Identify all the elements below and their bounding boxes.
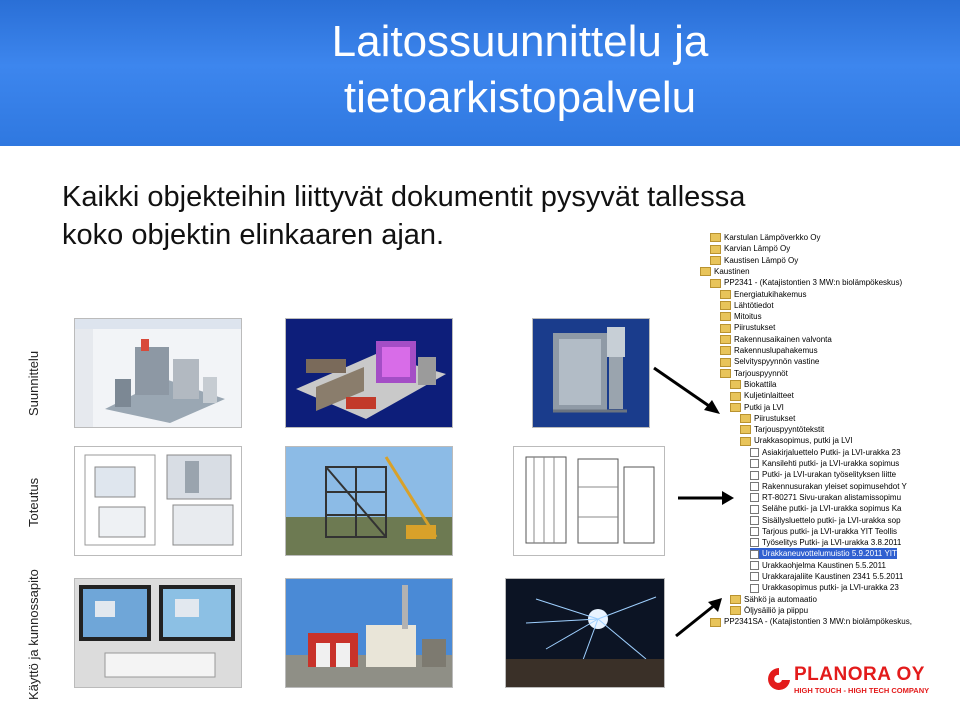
tree-item-label: Mitoitus <box>734 312 762 322</box>
welding-sparks-photo <box>506 579 664 687</box>
page-title <box>240 14 800 126</box>
document-icon <box>750 550 759 559</box>
operation-plant-photo <box>285 578 453 688</box>
tree-item-label: Rakennusurakan yleiset sopimusehdot Y <box>762 481 907 491</box>
folder-icon <box>720 358 731 367</box>
folder-icon <box>710 245 721 254</box>
tree-item[interactable] <box>730 379 776 390</box>
folder-icon <box>710 256 721 265</box>
tree-item[interactable] <box>710 616 912 627</box>
document-icon <box>750 459 759 468</box>
tree-item[interactable] <box>750 458 899 469</box>
folder-icon <box>710 233 721 242</box>
tree-item-label: Putki- ja LVI-urakan työselityksen liitte <box>762 470 897 480</box>
folder-icon <box>730 392 741 401</box>
document-icon <box>750 505 759 514</box>
tree-item-label: Kansilehti putki- ja LVI-urakka sopimus <box>762 459 900 468</box>
tree-item-label: Urakkasopimus, putki ja LVI <box>754 436 853 446</box>
control-monitors-photo <box>75 579 241 687</box>
logo-name: PLANORA OY <box>794 664 925 685</box>
tree-item[interactable] <box>720 334 832 345</box>
cad-plant-image <box>75 319 241 427</box>
tree-item[interactable] <box>750 481 907 492</box>
tree-item-label: Kaustisen Lämpö Oy <box>724 255 799 265</box>
logo-tagline: HIGH TOUCH - HIGH TECH COMPANY <box>794 686 930 695</box>
tree-item[interactable] <box>750 571 903 582</box>
tree-item-label: Tarjous putki- ja LVI-urakka YIT Teollis <box>762 526 898 536</box>
folder-icon <box>740 437 751 446</box>
title-line-1: Laitossuunnittelu ja <box>331 17 709 66</box>
title-line-2: tietoarkistopalvelu <box>343 73 697 122</box>
construction-site-photo <box>285 446 453 556</box>
tree-item[interactable] <box>710 232 821 243</box>
boiler-render-image <box>533 319 649 427</box>
archive-tree <box>700 232 955 632</box>
folder-icon <box>720 324 731 333</box>
side-label-construction: Toteutus <box>26 477 41 527</box>
title-banner <box>0 0 960 146</box>
folder-icon <box>730 403 741 412</box>
folder-icon <box>740 414 751 423</box>
tree-item[interactable] <box>710 243 790 254</box>
operation-control-room <box>74 578 242 688</box>
document-icon <box>750 538 759 547</box>
tree-item-label: Öljysäiliö ja piippu <box>744 605 809 615</box>
document-icon <box>750 493 759 502</box>
layout-drawing-image <box>75 447 241 555</box>
document-icon <box>750 527 759 536</box>
folder-icon <box>730 380 741 389</box>
tree-item-label: Putki ja LVI <box>744 402 784 412</box>
tree-item[interactable] <box>720 356 819 367</box>
document-icon <box>750 471 759 480</box>
tree-item[interactable] <box>710 255 798 266</box>
folder-icon <box>720 290 731 299</box>
folder-icon <box>740 425 751 434</box>
tree-item[interactable] <box>700 266 750 277</box>
tree-item-label: Piirustukset <box>734 323 776 333</box>
tree-item-label: Tarjouspyynnöt <box>734 368 788 378</box>
tree-item-label: Kuljetinlaitteet <box>744 391 794 401</box>
tree-item[interactable] <box>750 447 901 458</box>
tree-item[interactable] <box>750 582 899 593</box>
tree-item[interactable] <box>740 435 853 446</box>
tree-item-label: Energiatukihakemus <box>734 289 807 299</box>
tree-item[interactable] <box>730 390 794 401</box>
tree-item-label: Urakkaohjelma Kaustinen 5.5.2011 <box>762 560 886 570</box>
tree-item-label: Rakennusaikainen valvonta <box>734 334 832 344</box>
tree-item[interactable] <box>750 469 896 480</box>
tree-item-label: Karvian Lämpö Oy <box>724 244 791 254</box>
design-3d-model <box>285 318 453 428</box>
tree-item[interactable] <box>720 322 775 333</box>
folder-icon <box>730 606 741 615</box>
3d-boiler-model-image <box>286 319 452 427</box>
steel-frame-photo <box>286 447 452 555</box>
tree-item[interactable] <box>710 277 902 288</box>
document-icon <box>750 516 759 525</box>
tree-item-label: Urakkasopimus putki- ja LVI-urakka 23 <box>762 583 899 593</box>
planora-logo <box>766 666 946 696</box>
tree-item-label: Biokattila <box>744 379 777 389</box>
tree-item-label: Piirustukset <box>754 413 796 423</box>
tree-item-label: Asiakirjaluettelo Putki- ja LVI-urakka 23 <box>762 447 901 457</box>
folder-icon <box>730 595 741 604</box>
design-cad-screenshot <box>74 318 242 428</box>
tree-item-label: Sähkö ja automaatio <box>744 594 817 604</box>
tree-item[interactable] <box>750 492 901 503</box>
tree-item-label: Tarjouspyyntötekstit <box>754 425 825 435</box>
tree-item-label: Selvityspyynnön vastine <box>734 357 820 367</box>
document-icon <box>750 584 759 593</box>
planora-logo-icon <box>766 666 792 694</box>
tree-item[interactable] <box>720 368 788 379</box>
folder-icon <box>720 335 731 344</box>
tree-item-label: PP2341SA - (Katajistontien 3 MW:n biolämpökeskus, <box>724 617 912 627</box>
tree-item-label: RT-80271 Sivu-urakan alistamissopimu <box>762 492 902 502</box>
tree-item[interactable] <box>720 300 774 311</box>
subtitle-line-2: koko objektin elinkaaren ajan. <box>62 219 445 251</box>
tree-item-label: Urakkaneuvottelumuistio 5.9.2011 YIT <box>762 549 897 559</box>
folder-icon <box>720 312 731 321</box>
tree-item-label: Työselitys Putki- ja LVI-urakka 3.8.2011 <box>762 538 902 548</box>
construction-technical-drawing <box>513 446 665 556</box>
tree-item-label: Sisällysluettelo putki- ja LVI-urakka sop <box>762 515 901 525</box>
tree-item-label: Kaustinen <box>714 266 750 276</box>
folder-icon <box>720 369 731 378</box>
tree-item-label: Rakennuslupahakemus <box>734 346 818 355</box>
folder-icon <box>720 346 731 355</box>
document-icon <box>750 572 759 581</box>
tree-item-label: Urakkarajaliite Kaustinen 2341 5.5.2011 <box>762 572 904 581</box>
document-icon <box>750 448 759 457</box>
operation-welding-photo <box>505 578 665 688</box>
tree-item[interactable] <box>720 289 806 300</box>
folder-icon <box>710 279 721 288</box>
tree-item-label: PP2341 - (Katajistontien 3 MW:n biolämpökeskus) <box>724 278 903 288</box>
tree-item[interactable] <box>750 503 901 514</box>
folder-icon <box>710 618 721 627</box>
design-boiler-render <box>532 318 650 428</box>
folder-icon <box>720 301 731 310</box>
construction-drawing <box>74 446 242 556</box>
tree-item-label: Lähtötiedot <box>734 300 774 310</box>
tree-item-label: Selähe putki- ja LVI-urakka sopimus Ka <box>762 504 902 514</box>
tree-item[interactable] <box>720 311 762 322</box>
tree-item[interactable] <box>740 413 795 424</box>
tree-item[interactable] <box>730 605 808 616</box>
tree-item[interactable] <box>750 515 901 526</box>
document-icon <box>750 482 759 491</box>
tree-item[interactable] <box>750 537 901 548</box>
side-label-design: Suunnittelu <box>26 350 41 416</box>
tree-item[interactable] <box>750 548 897 559</box>
folder-icon <box>700 267 711 276</box>
document-icon <box>750 561 759 570</box>
tree-item[interactable] <box>750 560 886 571</box>
side-label-operation: Käyttö ja kunnossapito <box>26 569 41 700</box>
tree-item[interactable] <box>730 594 817 605</box>
heating-plant-photo <box>286 579 452 687</box>
boiler-drawing-image <box>514 447 664 555</box>
tree-item[interactable] <box>720 345 818 356</box>
subtitle-line-1: Kaikki objekteihin liittyvät dokumentit pysyvät tallessa <box>62 181 746 213</box>
tree-item[interactable] <box>740 424 824 435</box>
tree-item[interactable] <box>750 526 897 537</box>
tree-item[interactable] <box>730 402 784 413</box>
tree-item-label: Karstulan Lämpöverkko Oy <box>724 233 821 242</box>
